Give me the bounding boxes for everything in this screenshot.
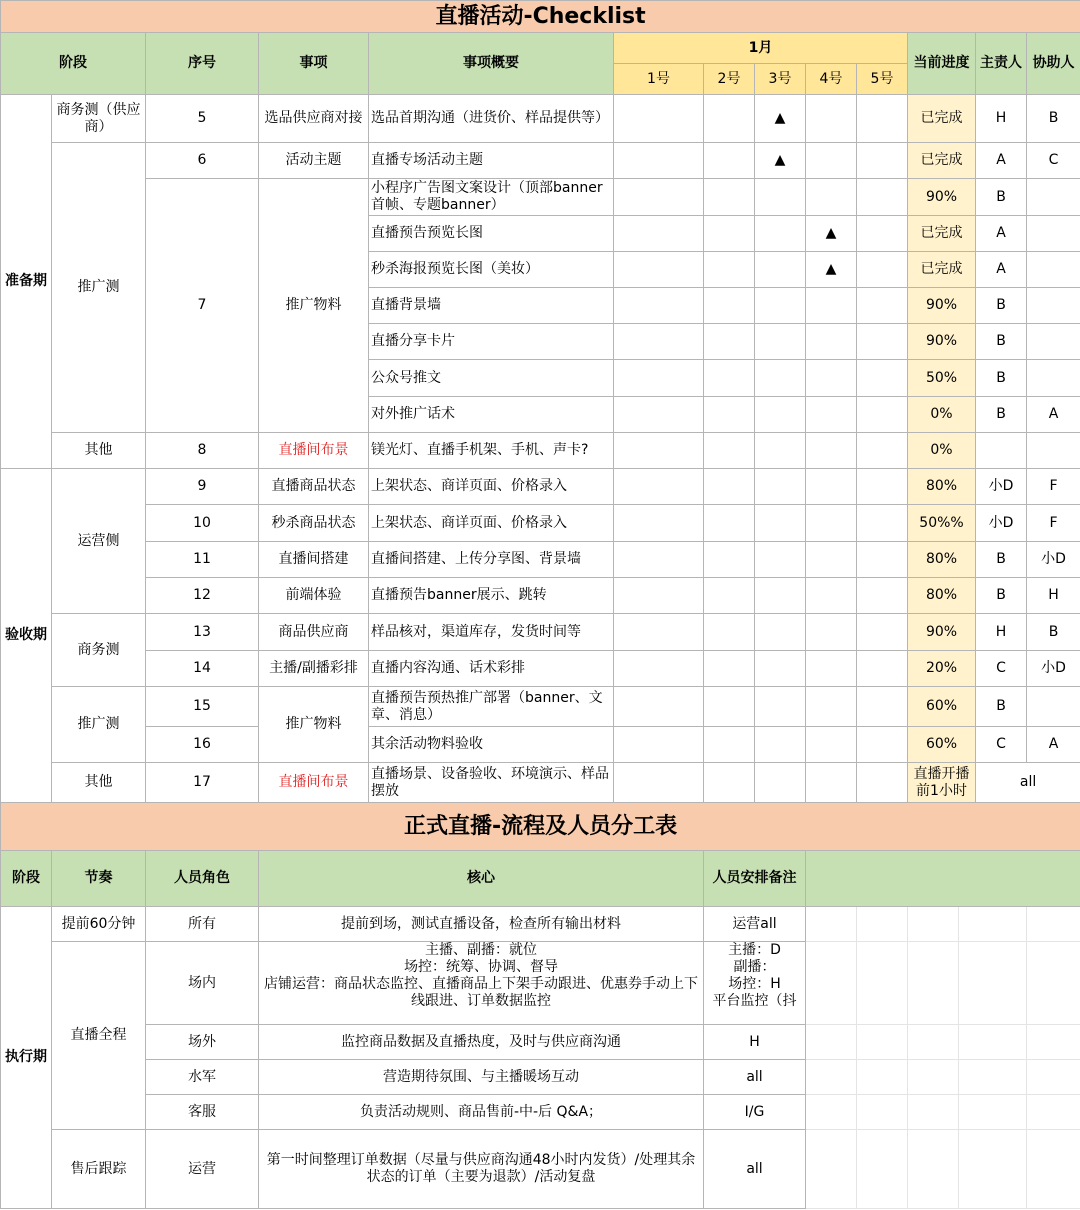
- seq-cell: 13: [146, 614, 259, 651]
- day-cell: [806, 95, 857, 143]
- owner-cell: B: [976, 687, 1027, 727]
- day-cell: [704, 651, 755, 687]
- seq-cell: 10: [146, 505, 259, 542]
- day-cell: [614, 687, 704, 727]
- table-row: [1, 907, 1080, 942]
- progress-cell: 50%%: [908, 505, 976, 542]
- note-cell: 主播：D 副播： 场控：H 平台监控（抖: [704, 942, 806, 1025]
- role-cell: 场内: [146, 942, 259, 1025]
- seq-cell: 11: [146, 542, 259, 578]
- header-core: 核心: [259, 851, 704, 907]
- day-cell: [755, 505, 806, 542]
- blank-cell: [857, 1095, 908, 1130]
- item-cell: 直播商品状态: [259, 469, 369, 505]
- table-row: [1, 614, 1080, 651]
- day-cell: [857, 288, 908, 324]
- day-cell: [806, 397, 857, 433]
- day-cell: [704, 397, 755, 433]
- day-cell: [755, 727, 806, 763]
- note-cell: all: [704, 1130, 806, 1209]
- assistant-cell: H: [1027, 578, 1080, 614]
- blank-cell: [959, 907, 1027, 942]
- phase-accept: 验收期: [1, 469, 52, 803]
- blank-cell: [857, 907, 908, 942]
- day-cell: [704, 143, 755, 179]
- blank-cell: [1027, 1130, 1080, 1209]
- day-cell: [857, 143, 908, 179]
- owner-cell: A: [976, 216, 1027, 252]
- day-cell: [704, 687, 755, 727]
- day-cell: [614, 763, 704, 803]
- table-row: [1, 727, 1080, 763]
- item-cell: 秒杀商品状态: [259, 505, 369, 542]
- blank-cell: [959, 1130, 1027, 1209]
- header-blank: [806, 851, 1080, 907]
- assistant-cell: [1027, 216, 1080, 252]
- seq-cell: 9: [146, 469, 259, 505]
- day-cell: [806, 469, 857, 505]
- rhythm-cell: 售后跟踪: [52, 1130, 146, 1209]
- subphase-ops: 运营侧: [52, 469, 146, 614]
- day-cell: [857, 433, 908, 469]
- owner-cell: H: [976, 614, 1027, 651]
- blank-cell: [857, 942, 908, 1025]
- assistant-cell: [1027, 288, 1080, 324]
- table-row: [1, 469, 1080, 505]
- header-day-4: 4号: [806, 64, 857, 95]
- marker-cell: ▲: [755, 95, 806, 143]
- core-cell: 监控商品数据及直播热度，及时与供应商沟通: [259, 1025, 704, 1060]
- day-cell: [857, 727, 908, 763]
- progress-cell: 80%: [908, 578, 976, 614]
- blank-cell: [857, 1060, 908, 1095]
- progress-cell: 50%: [908, 360, 976, 397]
- day-cell: [857, 614, 908, 651]
- seq-cell: 7: [146, 179, 259, 433]
- day-cell: [704, 252, 755, 288]
- day-cell: [614, 143, 704, 179]
- day-cell: [704, 505, 755, 542]
- day-cell: [755, 324, 806, 360]
- owner-cell: B: [976, 360, 1027, 397]
- day-cell: [806, 360, 857, 397]
- table-row: [1, 179, 1080, 216]
- core-cell: 第一时间整理订单数据（尽量与供应商沟通48小时内发货）/处理其余状态的订单（主要为退款）/活动复盘: [259, 1130, 704, 1209]
- summary-cell: 上架状态、商详页面、价格录入: [369, 469, 614, 505]
- assistant-cell: B: [1027, 614, 1080, 651]
- owner-cell: C: [976, 727, 1027, 763]
- note-cell: 运营all: [704, 907, 806, 942]
- day-cell: [857, 252, 908, 288]
- table-row: [1, 1095, 1080, 1130]
- assistant-cell: [1027, 324, 1080, 360]
- blank-cell: [1027, 942, 1080, 1025]
- summary-cell: 其余活动物料验收: [369, 727, 614, 763]
- day-cell: [857, 505, 908, 542]
- item-cell: 直播间搭建: [259, 542, 369, 578]
- header-progress: 当前进度: [908, 33, 976, 95]
- progress-cell: 90%: [908, 179, 976, 216]
- marker-cell: ▲: [806, 216, 857, 252]
- assistant-cell: F: [1027, 505, 1080, 542]
- assistant-cell: A: [1027, 727, 1080, 763]
- progress-cell: 20%: [908, 651, 976, 687]
- day-cell: [806, 651, 857, 687]
- blank-cell: [857, 1130, 908, 1209]
- day-cell: [806, 578, 857, 614]
- blank-cell: [857, 1025, 908, 1060]
- assistant-cell: [1027, 179, 1080, 216]
- day-cell: [755, 252, 806, 288]
- assistant-cell: [1027, 687, 1080, 727]
- summary-cell: 秒杀海报预览长图（美妆）: [369, 252, 614, 288]
- blank-cell: [1027, 1025, 1080, 1060]
- item-cell: 推广物料: [259, 687, 369, 763]
- assistant-cell: B: [1027, 95, 1080, 143]
- summary-cell: 直播间搭建、上传分享图、背景墙: [369, 542, 614, 578]
- day-cell: [857, 324, 908, 360]
- phase-exec: 执行期: [1, 907, 52, 1209]
- header-owner: 主责人: [976, 33, 1027, 95]
- day-cell: [806, 505, 857, 542]
- assistant-cell: 小D: [1027, 651, 1080, 687]
- day-cell: [806, 727, 857, 763]
- item-cell: 推广物料: [259, 179, 369, 433]
- progress-cell: 已完成: [908, 95, 976, 143]
- blank-cell: [1027, 1095, 1080, 1130]
- progress-cell: 直播开播前1小时: [908, 763, 976, 803]
- assistant-cell: 小D: [1027, 542, 1080, 578]
- owner-cell: 小D: [976, 505, 1027, 542]
- progress-cell: 80%: [908, 542, 976, 578]
- header-stage: 阶段: [1, 33, 146, 95]
- summary-cell: 直播预告banner展示、跳转: [369, 578, 614, 614]
- item-cell: 选品供应商对接: [259, 95, 369, 143]
- day-cell: [704, 324, 755, 360]
- rhythm-cell: 提前60分钟: [52, 907, 146, 942]
- summary-cell: 镁光灯、直播手机架、手机、声卡?: [369, 433, 614, 469]
- summary-cell: 上架状态、商详页面、价格录入: [369, 505, 614, 542]
- blank-cell: [908, 1060, 959, 1095]
- day-cell: [704, 469, 755, 505]
- progress-cell: 已完成: [908, 216, 976, 252]
- note-cell: H: [704, 1025, 806, 1060]
- day-cell: [614, 179, 704, 216]
- day-cell: [614, 578, 704, 614]
- assistant-cell: C: [1027, 143, 1080, 179]
- rhythm-cell: 直播全程: [52, 942, 146, 1130]
- summary-cell: 样品核对，渠道库存，发货时间等: [369, 614, 614, 651]
- seq-cell: 14: [146, 651, 259, 687]
- summary-cell: 公众号推文: [369, 360, 614, 397]
- header-note: 人员安排备注: [704, 851, 806, 907]
- table-row: [1, 542, 1080, 578]
- blank-cell: [959, 1095, 1027, 1130]
- owner-cell: B: [976, 397, 1027, 433]
- owner-cell: H: [976, 95, 1027, 143]
- table-row: [1, 651, 1080, 687]
- table-row: [1, 763, 1080, 803]
- day-cell: [614, 360, 704, 397]
- blank-cell: [806, 907, 857, 942]
- day-cell: [614, 505, 704, 542]
- day-cell: [614, 252, 704, 288]
- table-row: [1, 1025, 1080, 1060]
- seq-cell: 8: [146, 433, 259, 469]
- note-cell: I/G: [704, 1095, 806, 1130]
- core-cell: 负责活动规则、商品售前-中-后 Q&A；: [259, 1095, 704, 1130]
- day-cell: [755, 578, 806, 614]
- progress-cell: 90%: [908, 324, 976, 360]
- day-cell: [614, 727, 704, 763]
- header-role: 人员角色: [146, 851, 259, 907]
- blank-cell: [806, 942, 857, 1025]
- table-row: [1, 1130, 1080, 1209]
- day-cell: [857, 651, 908, 687]
- header-day-5: 5号: [857, 64, 908, 95]
- item-cell: 商品供应商: [259, 614, 369, 651]
- table-row: [1, 687, 1080, 727]
- table-row: [1, 1060, 1080, 1095]
- header-summary: 事项概要: [369, 33, 614, 95]
- day-cell: [755, 433, 806, 469]
- day-cell: [857, 179, 908, 216]
- blank-cell: [908, 1095, 959, 1130]
- day-cell: [614, 216, 704, 252]
- day-cell: [704, 763, 755, 803]
- role-cell: 客服: [146, 1095, 259, 1130]
- day-cell: [704, 433, 755, 469]
- progress-cell: 80%: [908, 469, 976, 505]
- schedule-title: 正式直播-流程及人员分工表: [1, 803, 1080, 851]
- subphase-promo-accept: 推广测: [52, 687, 146, 763]
- day-cell: [704, 360, 755, 397]
- progress-cell: 90%: [908, 614, 976, 651]
- assistant-cell: [1027, 433, 1080, 469]
- day-cell: [755, 179, 806, 216]
- day-cell: [806, 614, 857, 651]
- checklist-title: 直播活动-Checklist: [1, 1, 1080, 33]
- owner-cell: A: [976, 252, 1027, 288]
- seq-cell: 17: [146, 763, 259, 803]
- header-day-1: 1号: [614, 64, 704, 95]
- blank-cell: [806, 1130, 857, 1209]
- role-cell: 运营: [146, 1130, 259, 1209]
- note-cell: all: [704, 1060, 806, 1095]
- item-cell: 直播间布景: [259, 763, 369, 803]
- day-cell: [704, 288, 755, 324]
- progress-cell: 已完成: [908, 143, 976, 179]
- blank-cell: [806, 1060, 857, 1095]
- schedule-table: [0, 802, 1080, 1209]
- role-cell: 水军: [146, 1060, 259, 1095]
- day-cell: [614, 651, 704, 687]
- blank-cell: [1027, 1060, 1080, 1095]
- day-cell: [614, 288, 704, 324]
- day-cell: [755, 397, 806, 433]
- owner-cell: C: [976, 651, 1027, 687]
- blank-cell: [806, 1095, 857, 1130]
- header-rhythm: 节奏: [52, 851, 146, 907]
- header-day-3: 3号: [755, 64, 806, 95]
- day-cell: [857, 95, 908, 143]
- owner-cell: B: [976, 179, 1027, 216]
- day-cell: [704, 578, 755, 614]
- day-cell: [704, 179, 755, 216]
- owner-cell: [976, 433, 1027, 469]
- subphase-promo: 推广测: [52, 143, 146, 433]
- day-cell: [857, 763, 908, 803]
- header-month: 1月: [614, 33, 908, 64]
- day-cell: [614, 324, 704, 360]
- owner-cell: B: [976, 288, 1027, 324]
- blank-cell: [908, 942, 959, 1025]
- day-cell: [857, 578, 908, 614]
- assistant-cell: [1027, 360, 1080, 397]
- summary-cell: 直播预告预览长图: [369, 216, 614, 252]
- day-cell: [806, 763, 857, 803]
- blank-cell: [1027, 907, 1080, 942]
- progress-cell: 60%: [908, 727, 976, 763]
- header-day-2: 2号: [704, 64, 755, 95]
- summary-cell: 直播场景、设备验收、环境演示、样品摆放: [369, 763, 614, 803]
- day-cell: [806, 288, 857, 324]
- item-cell: 前端体验: [259, 578, 369, 614]
- day-cell: [806, 143, 857, 179]
- blank-cell: [908, 1025, 959, 1060]
- owner-cell: 小D: [976, 469, 1027, 505]
- core-cell: 主播、副播：就位 场控：统筹、协调、督导 店铺运营：商品状态监控、直播商品上下架手动跟进、优惠券手动上下线跟进、订单数据监控: [259, 942, 704, 1025]
- header-item: 事项: [259, 33, 369, 95]
- day-cell: [614, 397, 704, 433]
- day-cell: [857, 216, 908, 252]
- table-row: [1, 95, 1080, 143]
- day-cell: [857, 469, 908, 505]
- table-row: [1, 942, 1080, 1025]
- day-cell: [755, 763, 806, 803]
- day-cell: [614, 469, 704, 505]
- day-cell: [755, 216, 806, 252]
- day-cell: [755, 651, 806, 687]
- marker-cell: ▲: [806, 252, 857, 288]
- seq-cell: 12: [146, 578, 259, 614]
- progress-cell: 0%: [908, 397, 976, 433]
- owner-cell: B: [976, 578, 1027, 614]
- progress-cell: 0%: [908, 433, 976, 469]
- day-cell: [614, 95, 704, 143]
- day-cell: [857, 397, 908, 433]
- summary-cell: 直播分享卡片: [369, 324, 614, 360]
- progress-cell: 90%: [908, 288, 976, 324]
- seq-cell: 16: [146, 727, 259, 763]
- day-cell: [614, 542, 704, 578]
- day-cell: [755, 614, 806, 651]
- summary-cell: 直播预告预热推广部署（banner、文章、消息）: [369, 687, 614, 727]
- table-row: [1, 578, 1080, 614]
- summary-cell: 选品首期沟通（进货价、样品提供等）: [369, 95, 614, 143]
- role-cell: 所有: [146, 907, 259, 942]
- header-stage: 阶段: [1, 851, 52, 907]
- day-cell: [857, 687, 908, 727]
- day-cell: [614, 614, 704, 651]
- day-cell: [755, 360, 806, 397]
- day-cell: [755, 469, 806, 505]
- assistant-cell: F: [1027, 469, 1080, 505]
- blank-cell: [959, 1025, 1027, 1060]
- blank-cell: [908, 907, 959, 942]
- day-cell: [755, 542, 806, 578]
- day-cell: [806, 542, 857, 578]
- core-cell: 提前到场，测试直播设备，检查所有输出材料: [259, 907, 704, 942]
- day-cell: [704, 614, 755, 651]
- summary-cell: 直播内容沟通、话术彩排: [369, 651, 614, 687]
- blank-cell: [959, 1060, 1027, 1095]
- summary-cell: 对外推广话术: [369, 397, 614, 433]
- owner-cell: A: [976, 143, 1027, 179]
- assistant-cell: [1027, 252, 1080, 288]
- table-row: [1, 143, 1080, 179]
- seq-cell: 6: [146, 143, 259, 179]
- assistant-cell: A: [1027, 397, 1080, 433]
- day-cell: [755, 288, 806, 324]
- blank-cell: [908, 1130, 959, 1209]
- subphase-biz: 商务测: [52, 614, 146, 687]
- summary-cell: 直播专场活动主题: [369, 143, 614, 179]
- item-cell: 主播/副播彩排: [259, 651, 369, 687]
- summary-cell: 直播背景墙: [369, 288, 614, 324]
- header-seq: 序号: [146, 33, 259, 95]
- subphase-other-accept: 其他: [52, 763, 146, 803]
- blank-cell: [806, 1025, 857, 1060]
- day-cell: [806, 179, 857, 216]
- day-cell: [614, 433, 704, 469]
- day-cell: [857, 542, 908, 578]
- subphase-other: 其他: [52, 433, 146, 469]
- day-cell: [704, 95, 755, 143]
- subphase-biz-supply: 商务测（供应商）: [52, 95, 146, 143]
- core-cell: 营造期待氛围、与主播暖场互动: [259, 1060, 704, 1095]
- day-cell: [755, 687, 806, 727]
- header-assistant: 协助人: [1027, 33, 1080, 95]
- seq-cell: 15: [146, 687, 259, 727]
- phase-prep: 准备期: [1, 95, 52, 469]
- owner-cell: B: [976, 542, 1027, 578]
- day-cell: [806, 433, 857, 469]
- owner-all-cell: all: [976, 763, 1080, 803]
- day-cell: [704, 727, 755, 763]
- item-cell: 直播间布景: [259, 433, 369, 469]
- marker-cell: ▲: [755, 143, 806, 179]
- summary-cell: 小程序广告图文案设计（顶部banner首帧、专题banner）: [369, 179, 614, 216]
- table-row: [1, 433, 1080, 469]
- day-cell: [806, 687, 857, 727]
- blank-cell: [959, 942, 1027, 1025]
- day-cell: [806, 324, 857, 360]
- role-cell: 场外: [146, 1025, 259, 1060]
- item-cell: 活动主题: [259, 143, 369, 179]
- progress-cell: 60%: [908, 687, 976, 727]
- owner-cell: B: [976, 324, 1027, 360]
- table-row: [1, 505, 1080, 542]
- progress-cell: 已完成: [908, 252, 976, 288]
- day-cell: [704, 542, 755, 578]
- day-cell: [857, 360, 908, 397]
- day-cell: [704, 216, 755, 252]
- seq-cell: 5: [146, 95, 259, 143]
